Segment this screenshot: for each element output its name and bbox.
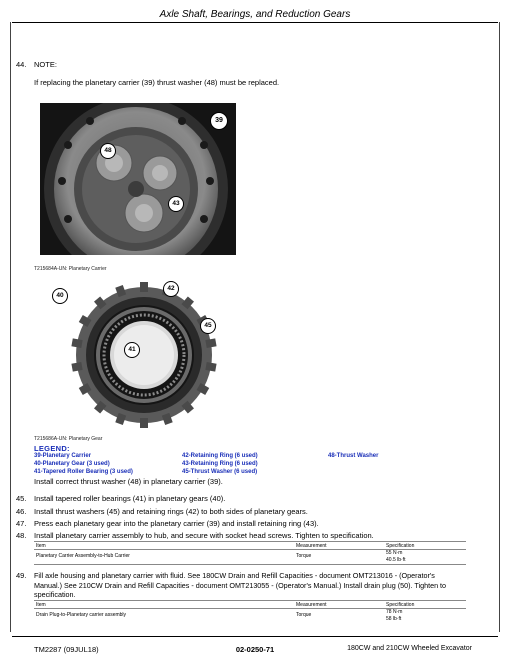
step-44-label: NOTE: xyxy=(34,60,57,69)
page-header-title: Axle Shaft, Bearings, and Reduction Gears xyxy=(159,9,351,20)
footer-rule xyxy=(12,636,498,637)
step-48-number: 48. xyxy=(16,531,27,540)
callout-41: 41 xyxy=(124,342,140,358)
table-1-row-rule xyxy=(34,564,466,565)
callout-40: 40 xyxy=(52,288,68,304)
figure-2-caption: T215686A-UN: Planetary Gear xyxy=(34,436,103,442)
table-1-item: Planetary Carrier Assembly-to-Hub Carrier xyxy=(36,553,130,559)
planetary-gear-photo xyxy=(54,280,234,430)
legend-item-48: 48-Thrust Washer xyxy=(328,453,379,459)
table-1-header-specification: Specification xyxy=(386,543,415,549)
step-49-text xyxy=(34,571,474,600)
figure-1-caption: T215684A-UN: Planetary Carrier xyxy=(34,266,107,272)
table-2-spec-imperial: 58 lb·ft xyxy=(386,616,402,622)
step-45-text: Install tapered roller bearings (41) in planetary gears (40). xyxy=(34,494,226,503)
legend-title: LEGEND: xyxy=(34,444,70,453)
legend-item-41: 41-Tapered Roller Bearing (3 used) xyxy=(34,469,133,475)
step-48-text: Install planetary carrier assembly to hub, and secure with socket head screws. Tighten to specification. xyxy=(34,531,374,540)
step-44-number: 44. xyxy=(16,60,27,69)
callout-45: 45 xyxy=(200,318,216,334)
step-49-line-3: specification. xyxy=(34,590,76,599)
footer-page-number: 02-0250-71 xyxy=(235,645,275,654)
step-49-number: 49. xyxy=(16,571,27,580)
table-1-header-item: Item xyxy=(36,543,46,549)
table-2-header-measurement: Measurement xyxy=(296,602,327,608)
planetary-carrier-photo xyxy=(40,103,236,255)
step-49-line-1: Fill axle housing and planetary carrier with fluid. See 180CW Drain and Refill Capacities - document OMT213016 - (Operator's xyxy=(34,571,435,580)
table-1-spec-imperial: 40.5 lb·ft xyxy=(386,557,406,563)
spec-table-1 xyxy=(34,541,466,567)
legend-item-42: 42-Retaining Ring (6 used) xyxy=(182,453,258,459)
table-2-spec-metric: 78 N·m xyxy=(386,609,403,615)
step-49-line-2: Manual.) See 210CW Drain and Refill Capacities - document OMT213055 - (Operator's Manual.) Install drain plug (50). Tighten to xyxy=(34,580,447,590)
spec-table-2 xyxy=(34,600,466,624)
legend-item-43: 43-Retaining Ring (6 used) xyxy=(182,461,258,467)
step-46-number: 46. xyxy=(16,507,27,516)
callout-43: 43 xyxy=(168,196,184,212)
step-46-text: Install thrust washers (45) and retaining rings (42) to both sides of planetary gears. xyxy=(34,507,308,516)
legend-instruction: Install correct thrust washer (48) in planetary carrier (39). xyxy=(34,477,223,486)
step-45-number: 45. xyxy=(16,494,27,503)
legend-item-45: 45-Thrust Washer (6 used) xyxy=(182,469,258,475)
step-47-number: 47. xyxy=(16,519,27,528)
table-2-measurement: Torque xyxy=(296,612,312,618)
table-2-header-item: Item xyxy=(36,602,46,608)
table-1-measurement: Torque xyxy=(296,553,312,559)
footer-model: 180CW and 210CW Wheeled Excavator xyxy=(347,645,472,652)
table-2-item: Drain Plug-to-Planetary carrier assembly xyxy=(36,612,127,618)
table-2-header-specification: Specification xyxy=(386,602,415,608)
legend-item-39: 39-Planetary Carrier xyxy=(34,453,92,459)
step-47-text: Press each planetary gear into the planetary carrier (39) and install retaining ring (43). xyxy=(34,519,319,528)
table-1-header-measurement: Measurement xyxy=(296,543,327,549)
callout-48: 48 xyxy=(100,143,116,159)
footer-publication: TM2287 (09JUL18) xyxy=(34,645,99,654)
step-44-note: If replacing the planetary carrier (39) thrust washer (48) must be replaced. xyxy=(34,78,280,87)
legend-item-40: 40-Planetary Gear (3 used) xyxy=(34,461,110,467)
table-1-spec-metric: 55 N·m xyxy=(386,550,403,556)
callout-39: 39 xyxy=(210,112,228,130)
callout-42: 42 xyxy=(163,281,179,297)
